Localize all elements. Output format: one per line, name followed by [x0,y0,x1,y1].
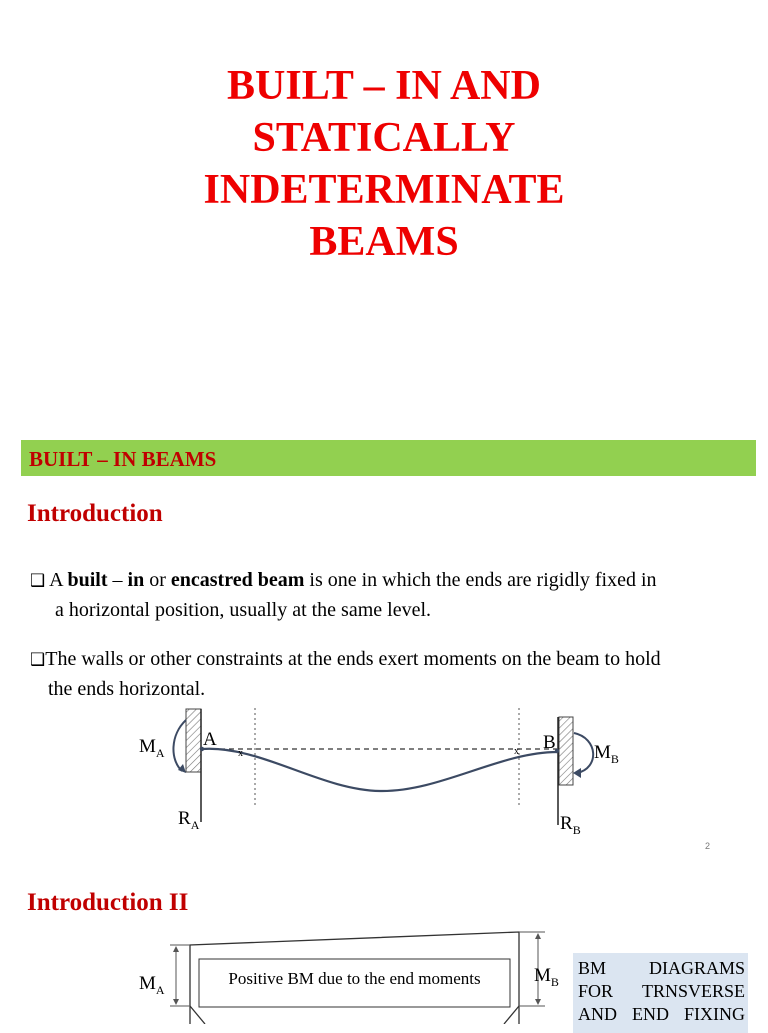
page-number: 2 [705,841,711,851]
label-x-left: x [238,748,243,759]
bm-box-label: Positive BM due to the end moments [228,969,481,988]
label-x-right: x [514,746,519,757]
ma-dim-arrow-down-icon [173,999,179,1005]
checkbox-bullet-icon: ❑ [30,650,46,670]
label-a: A [203,729,217,750]
title-line-3: INDETERMINATE [203,167,565,213]
bullet-built-in-definition: ❑ A built – in or encastred beam is one in which the ends are rigidly fixed in a horizontal position, usually at the same level. [30,569,657,621]
label-ma: $M_A$ [139,736,165,760]
ma-dim-arrow-up-icon [173,946,179,952]
bullet-walls-moments: ❑The walls or other constraints at the ends exert moments on the beam to hold the ends horizontal. [30,648,661,700]
section-banner: BUILT – IN BEAMS [21,440,756,476]
bm-diagrams-note [573,953,748,1033]
title-line-2: STATICALLY [252,115,516,161]
sidebox-line-1: BM DIAGRAMS [578,958,745,978]
title-line-4: BEAMS [309,219,459,265]
sidebox-line-2: FOR TRNSVERSE [578,981,745,1001]
label-rb: $R_B$ [560,813,581,837]
introduction-ii-heading: Introduction II [27,889,189,916]
label-b: B [543,732,556,753]
label-mb-bm: $M_B$ [534,965,559,989]
mb-dim-arrow-down-icon [535,999,541,1005]
bm-inner-right [504,1006,519,1024]
bm-inner-left [190,1006,205,1024]
title-line-1: BUILT – IN AND [227,63,541,109]
introduction-heading: Introduction [27,500,163,527]
checkbox-bullet-icon: ❑ [30,571,46,591]
label-ma-bm: $M_A$ [139,973,165,997]
label-ra: $R_A$ [178,808,200,832]
label-mb: $M_B$ [594,742,619,766]
sidebox-line-3: AND END FIXING [578,1004,745,1024]
mb-dim-arrow-up-icon [535,933,541,939]
